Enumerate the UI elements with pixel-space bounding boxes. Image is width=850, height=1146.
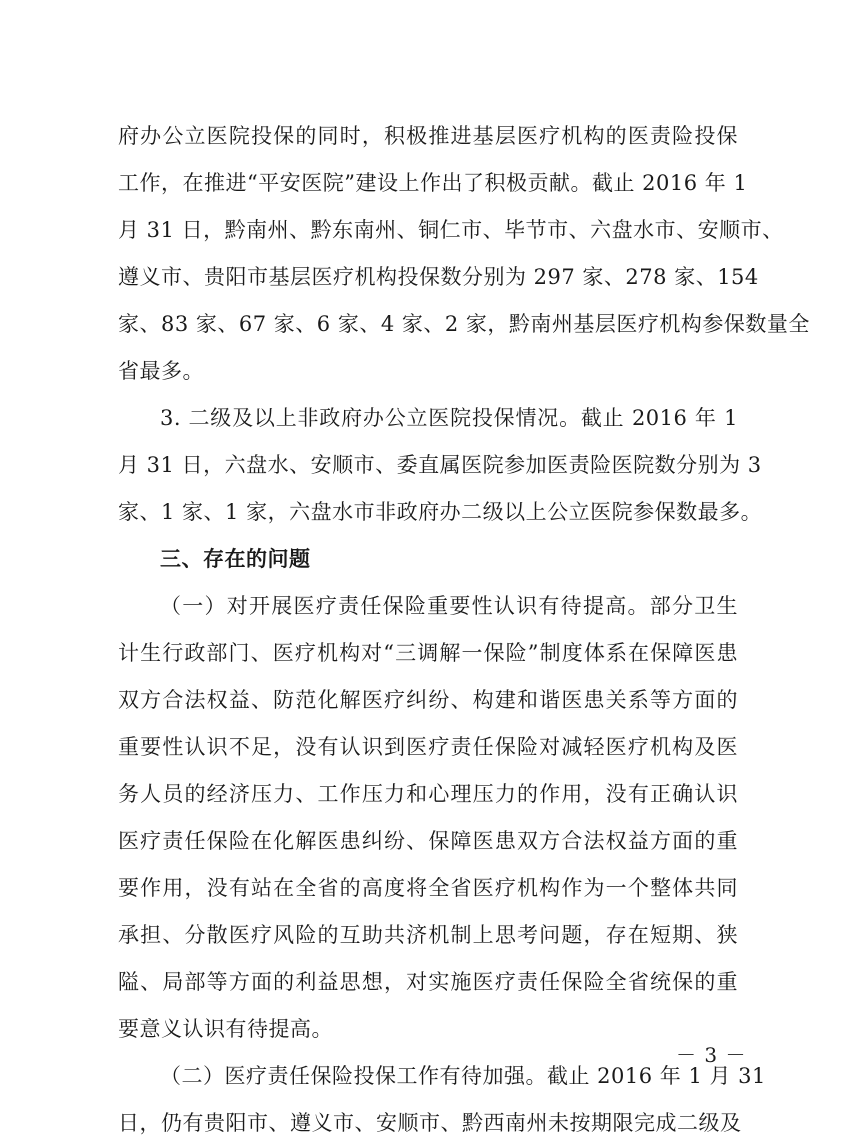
text-line: 府办公立医院投保的同时，积极推进基层医疗机构的医责险投保: [118, 124, 738, 148]
text-line: 重要性认识不足，没有认识到医疗责任保险对减轻医疗机构及医: [118, 735, 738, 759]
text-line: 3. 二级及以上非政府办公立医院投保情况。截止 2016 年 1: [160, 406, 738, 430]
text-line: 隘、局部等方面的利益思想，对实施医疗责任保险全省统保的重: [118, 970, 738, 994]
text-line: 月 31 日，黔南州、黔东南州、铜仁市、毕节市、六盘水市、安顺市、: [118, 218, 784, 242]
text-line: 要意义认识有待提高。: [118, 1017, 333, 1041]
text-line: 医疗责任保险在化解医患纠纷、保障医患双方合法权益方面的重: [118, 829, 738, 853]
text-line: 要作用，没有站在全省的高度将全省医疗机构作为一个整体共同: [118, 876, 738, 900]
text-line: 月 31 日，六盘水、安顺市、委直属医院参加医责险医院数分别为 3: [118, 453, 762, 477]
text-line: 家、83 家、67 家、6 家、4 家、2 家，黔南州基层医疗机构参保数量全: [118, 312, 810, 336]
text-line: （一）对开展医疗责任保险重要性认识有待提高。部分卫生: [160, 594, 738, 618]
text-line: 遵义市、贵阳市基层医疗机构投保数分别为 297 家、278 家、154: [118, 265, 759, 289]
text-line: 工作，在推进“平安医院”建设上作出了积极贡献。截止 2016 年 1: [118, 171, 748, 195]
text-line: 省最多。: [118, 359, 204, 383]
text-line: 日，仍有贵阳市、遵义市、安顺市、黔西南州未按期限完成二级及: [118, 1111, 742, 1135]
text-line: 计生行政部门、医疗机构对“三调解一保险”制度体系在保障医患: [118, 641, 738, 665]
text-line: 家、1 家、1 家，六盘水市非政府办二级以上公立医院参保数最多。: [118, 500, 763, 524]
page-number: － 3 －: [676, 1043, 747, 1067]
text-line: 务人员的经济压力、工作压力和心理压力的作用，没有正确认识: [118, 782, 738, 806]
text-line: （二）医疗责任保险投保工作有待加强。截止 2016 年 1 月 31: [160, 1064, 766, 1088]
text-line: 双方合法权益、防范化解医疗纠纷、构建和谐医患关系等方面的: [118, 688, 738, 712]
section-heading: 三、存在的问题: [160, 547, 311, 571]
text-line: 承担、分散医疗风险的互助共济机制上思考问题，存在短期、狭: [118, 923, 738, 947]
